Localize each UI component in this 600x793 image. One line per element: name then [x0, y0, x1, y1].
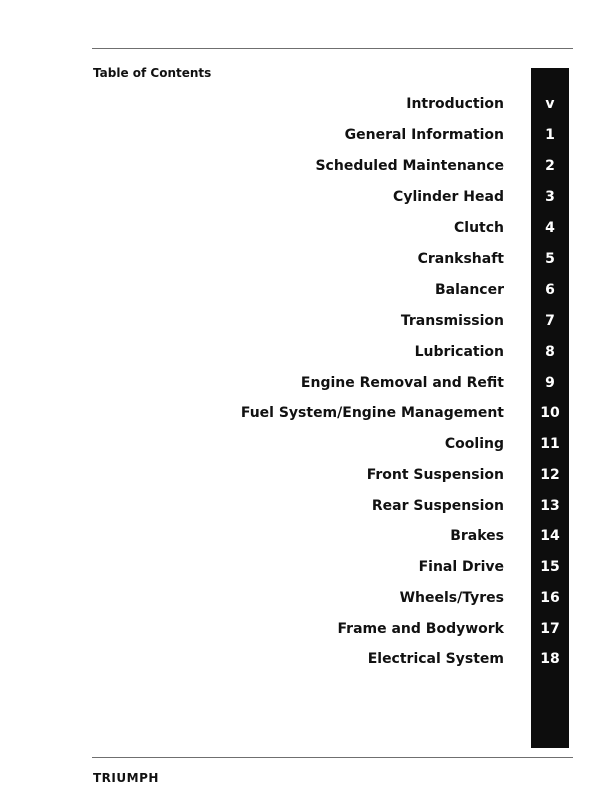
toc-entry-number[interactable]: 8	[545, 344, 555, 360]
toc-entry-title[interactable]: Lubrication	[414, 344, 504, 360]
toc-entry-title[interactable]: Clutch	[454, 220, 504, 236]
toc-entry-number[interactable]: 3	[545, 189, 555, 205]
toc-entry-frame-and-bodywork[interactable]	[100, 617, 570, 641]
toc-entry-clutch[interactable]	[100, 216, 570, 240]
toc-entry-transmission[interactable]	[100, 309, 570, 333]
toc-entry-title[interactable]: Introduction	[406, 96, 504, 112]
toc-entry-number[interactable]: 4	[545, 220, 555, 236]
toc-entry-title[interactable]: Final Drive	[418, 559, 504, 575]
toc-entry-number[interactable]: v	[545, 96, 555, 112]
top-divider	[92, 48, 573, 49]
toc-entry-title[interactable]: Fuel System/Engine Management	[240, 405, 504, 421]
toc-entry-electrical-system[interactable]	[100, 647, 570, 671]
toc-entry-number[interactable]: 17	[540, 621, 560, 637]
toc-entry-engine-removal-and-refit[interactable]	[100, 371, 570, 395]
toc-entry-title[interactable]: Scheduled Maintenance	[315, 158, 504, 174]
toc-entry-final-drive[interactable]	[100, 555, 570, 579]
toc-entry-introduction[interactable]	[100, 92, 570, 116]
toc-entry-number[interactable]: 10	[540, 405, 560, 421]
toc-entry-lubrication[interactable]	[100, 340, 570, 364]
toc-entry-brakes[interactable]	[100, 524, 570, 548]
toc-entry-title[interactable]: Transmission	[400, 313, 504, 329]
toc-entry-number[interactable]: 6	[545, 282, 555, 298]
bottom-divider	[92, 757, 573, 758]
toc-entry-title[interactable]: Cylinder Head	[393, 189, 504, 205]
toc-entry-number[interactable]: 5	[545, 251, 555, 267]
brand-logo: TRIUMPH	[93, 771, 159, 785]
toc-entry-title[interactable]: Balancer	[434, 282, 504, 298]
toc-entry-title[interactable]: Engine Removal and Refit	[300, 375, 504, 391]
toc-entry-cooling[interactable]	[100, 432, 570, 456]
toc-entry-balancer[interactable]	[100, 278, 570, 302]
toc-entry-wheels-tyres[interactable]	[100, 586, 570, 610]
toc-entry-number[interactable]: 2	[545, 158, 555, 174]
toc-entry-number[interactable]: 15	[540, 559, 560, 575]
toc-entry-crankshaft[interactable]	[100, 247, 570, 271]
toc-entry-number[interactable]: 11	[540, 436, 560, 452]
toc-entry-rear-suspension[interactable]	[100, 494, 570, 518]
toc-entry-title[interactable]: General Information	[344, 127, 504, 143]
toc-entry-number[interactable]: 16	[540, 590, 560, 606]
toc-entry-title[interactable]: Crankshaft	[417, 251, 504, 267]
toc-entry-title[interactable]: Electrical System	[367, 651, 504, 667]
toc-entry-number[interactable]: 18	[540, 651, 560, 667]
toc-entry-scheduled-maintenance[interactable]	[100, 154, 570, 178]
toc-entry-cylinder-head[interactable]	[100, 185, 570, 209]
toc-entry-front-suspension[interactable]	[100, 463, 570, 487]
toc-entry-title[interactable]: Frame and Bodywork	[337, 621, 504, 637]
toc-entry-number[interactable]: 14	[540, 528, 560, 544]
toc-entry-general-information[interactable]	[100, 123, 570, 147]
toc-entry-number[interactable]: 13	[540, 498, 560, 514]
page-title: Table of Contents	[93, 66, 212, 80]
toc-entry-number[interactable]: 9	[545, 375, 555, 391]
toc-entry-title[interactable]: Rear Suspension	[371, 498, 504, 514]
toc-entry-title[interactable]: Brakes	[450, 528, 504, 544]
toc-entry-number[interactable]: 1	[545, 127, 555, 143]
toc-entry-title[interactable]: Wheels/Tyres	[399, 590, 504, 606]
toc-entry-number[interactable]: 7	[545, 313, 555, 329]
toc-entry-title[interactable]: Cooling	[444, 436, 504, 452]
toc-entry-fuel-system[interactable]	[100, 401, 570, 425]
toc-entry-title[interactable]: Front Suspension	[366, 467, 504, 483]
toc-entry-number[interactable]: 12	[540, 467, 560, 483]
